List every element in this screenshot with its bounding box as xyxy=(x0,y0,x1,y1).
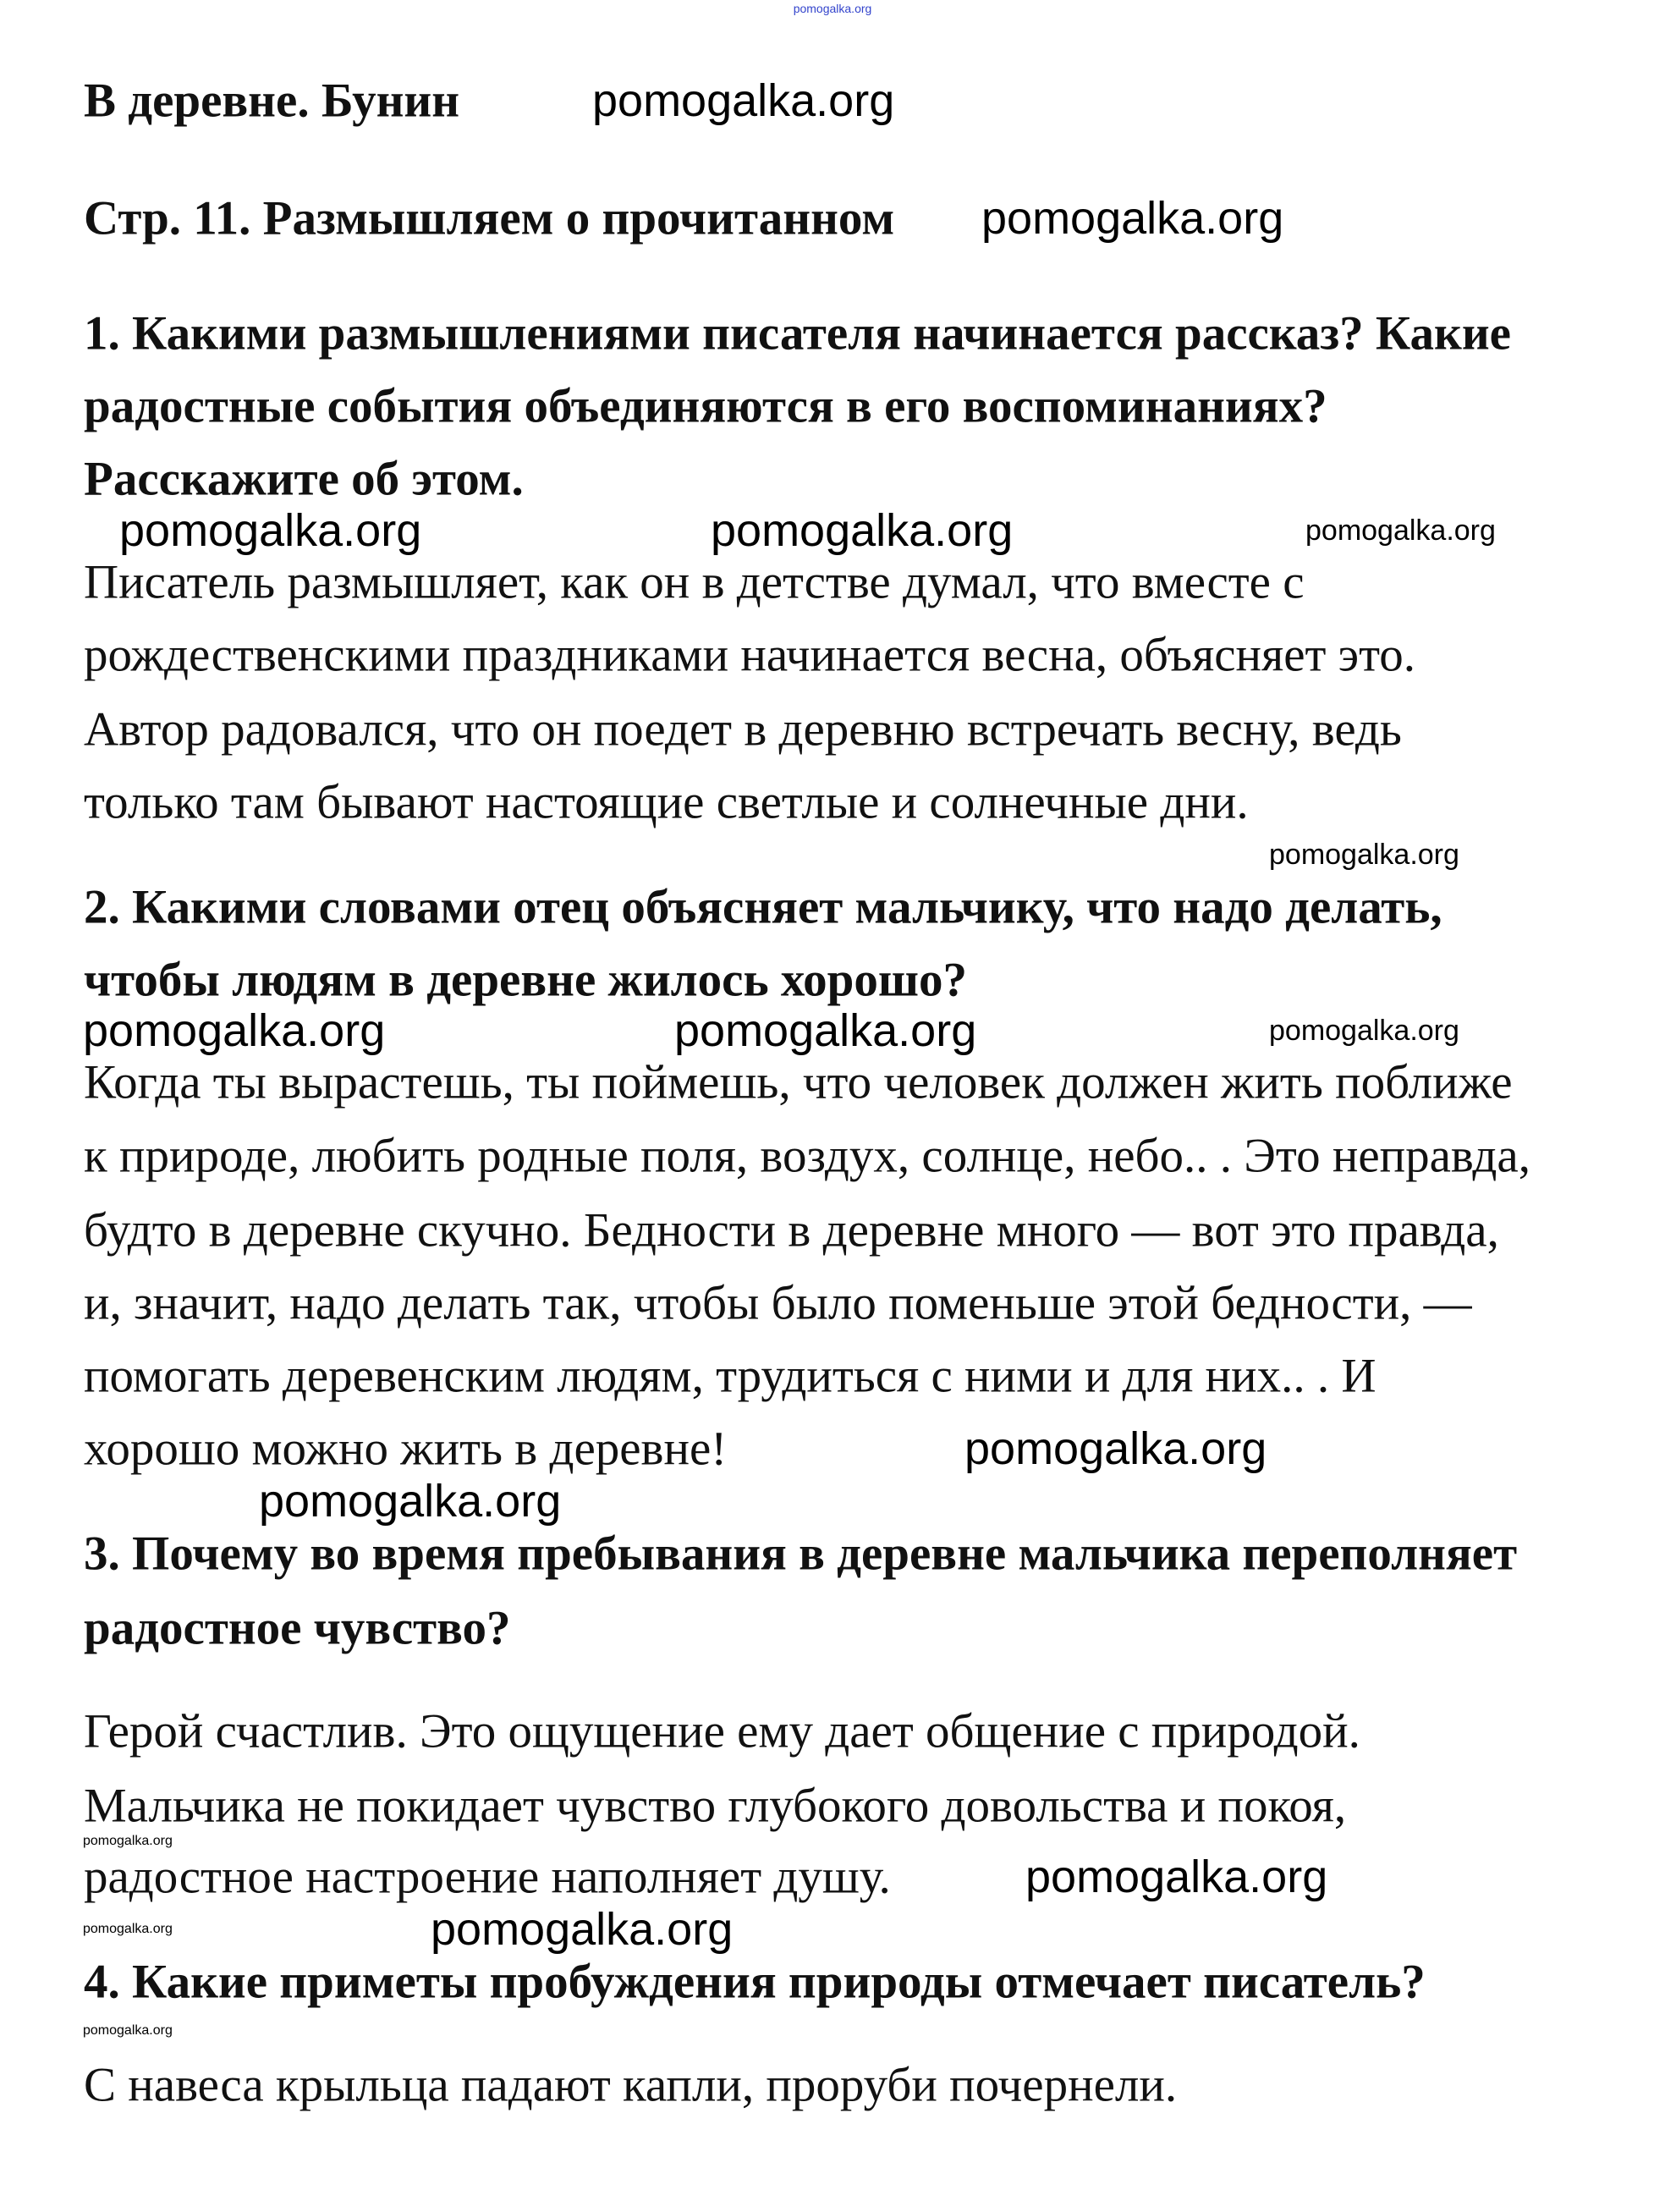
answer-3-line: Герой счастлив. Это ощущение ему дает общение с природой. xyxy=(84,1704,1360,1758)
watermark: pomogalka.org xyxy=(259,1476,562,1527)
watermark: pomogalka.org xyxy=(711,505,1014,556)
watermark: pomogalka.org xyxy=(119,505,422,556)
answer-1-line: рождественскими праздниками начинается весна, объясняет это. xyxy=(84,628,1416,682)
answer-4-line: С навеса крыльца падают капли, проруби почернели. xyxy=(84,2058,1178,2112)
question-1-line: Расскажите об этом. xyxy=(84,452,524,506)
page-title: В деревне. Бунин xyxy=(84,74,460,128)
question-3-line: 3. Почему во время пребывания в деревне мальчика переполняет xyxy=(84,1527,1518,1581)
watermark: pomogalka.org xyxy=(1025,1852,1328,1902)
question-2-line: 2. Какими словами отец объясняет мальчику, что надо делать, xyxy=(84,880,1442,934)
section-heading: Стр. 11. Размышляем о прочитанном xyxy=(84,191,895,245)
watermark: pomogalka.org xyxy=(83,1922,173,1936)
answer-2-line: помогать деревенским людям, трудиться с ними и для них.. . И xyxy=(84,1349,1377,1403)
watermark: pomogalka.org xyxy=(1269,839,1459,871)
answer-2-line: будто в деревне скучно. Бедности в деревне много — вот это правда, xyxy=(84,1203,1499,1257)
watermark: pomogalka.org xyxy=(83,1005,386,1056)
watermark: pomogalka.org xyxy=(981,193,1284,244)
question-4-line: 4. Какие приметы пробуждения природы отмечает писатель? xyxy=(84,1955,1426,2009)
answer-2-line: Когда ты вырастешь, ты поймешь, что человек должен жить поближе xyxy=(84,1055,1513,1109)
answer-1-line: Автор радовался, что он поедет в деревню встречать весну, ведь xyxy=(84,702,1402,757)
watermark: pomogalka.org xyxy=(83,2023,173,2038)
answer-3-line: радостное настроение наполняет душу. xyxy=(84,1850,891,1904)
answer-3-line: Мальчика не покидает чувство глубокого довольства и покоя, xyxy=(84,1779,1347,1833)
answer-2-line: к природе, любить родные поля, воздух, солнце, небо.. . Это неправда, xyxy=(84,1129,1530,1183)
watermark: pomogalka.org xyxy=(592,75,895,126)
watermark: pomogalka.org xyxy=(431,1904,734,1955)
watermark: pomogalka.org xyxy=(1305,514,1496,547)
answer-2-line: хорошо можно жить в деревне! xyxy=(84,1422,728,1476)
watermark: pomogalka.org xyxy=(83,1834,173,1848)
answer-1-line: только там бывают настоящие светлые и солнечные дни. xyxy=(84,775,1249,829)
watermark: pomogalka.org xyxy=(674,1005,977,1056)
watermark: pomogalka.org xyxy=(1269,1015,1459,1047)
question-1-line: 1. Какими размышлениями писателя начинается рассказ? Какие xyxy=(84,306,1511,360)
question-1-line: радостные события объединяются в его воспоминаниях? xyxy=(84,379,1327,433)
question-2-line: чтобы людям в деревне жилось хорошо? xyxy=(84,953,968,1007)
watermark: pomogalka.org xyxy=(964,1423,1267,1474)
question-3-line: радостное чувство? xyxy=(84,1601,511,1655)
watermark-top: pomogalka.org xyxy=(793,2,872,15)
answer-2-line: и, значит, надо делать так, чтобы было поменьше этой бедности, — xyxy=(84,1276,1472,1330)
answer-1-line: Писатель размышляет, как он в детстве думал, что вместе с xyxy=(84,555,1305,609)
